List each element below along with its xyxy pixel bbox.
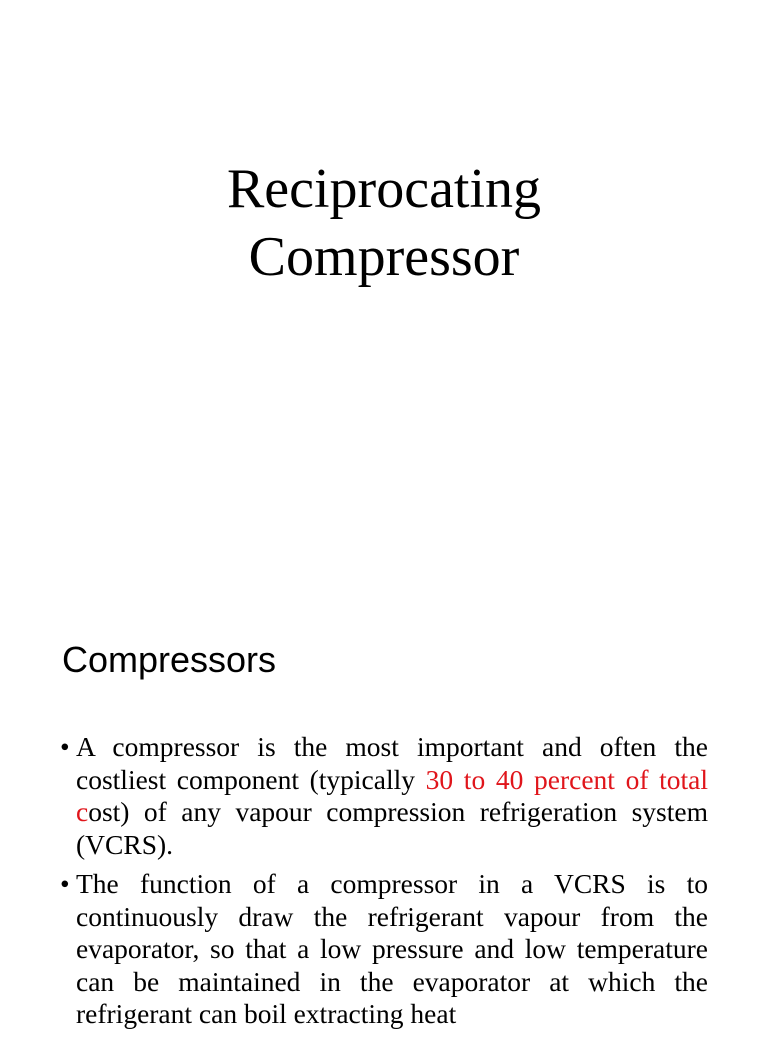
bullet-1-highlight-letter: c <box>76 796 89 827</box>
bullet-item-2 <box>60 868 708 1031</box>
bullet-item-1 <box>60 731 708 861</box>
bullet-list <box>60 731 708 1038</box>
bullet-1-text-end: ost) of any vapour compression refrigeration system (VCRS). <box>76 796 708 860</box>
bullet-marker: • <box>60 868 70 899</box>
slide-title <box>0 155 768 291</box>
section-heading: Compressors <box>62 639 277 680</box>
bullet-2-text: The function of a compressor in a VCRS is to continuously draw the refrigerant vapour from the evaporator, so that a low pressure and low temperature can be maintained in the evaporator at which the refrigerant can boil extracting heat <box>76 868 708 1029</box>
slide-title-line-1: Reciprocating <box>226 158 542 220</box>
bullet-1-highlight: 30 to 40 percent of total <box>425 763 708 795</box>
bullet-1-text-start: A compressor is the most important and often the costliest component (typically <box>76 731 708 795</box>
slide-title-line-2: Compressor <box>248 226 520 288</box>
bullet-marker: • <box>60 731 70 762</box>
